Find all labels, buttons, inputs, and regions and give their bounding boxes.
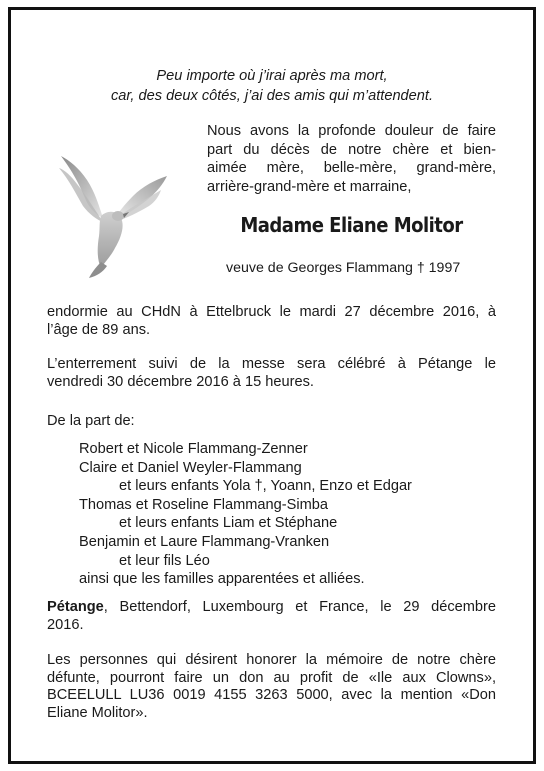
widow-of-line: veuve de Georges Flammang † 1997	[226, 260, 461, 276]
epigraph-line: Peu importe où j’irai après ma mort,	[156, 68, 388, 84]
death-notice-paragraph	[47, 304, 496, 339]
paragraph-line: Les personnes qui désirent honorer la mémoire de notre chère	[47, 652, 496, 668]
paragraph-line: BCEELULL LU36 0019 4155 3263 5000, avec la mention «Don	[47, 687, 496, 703]
paragraph-line: vendredi 30 décembre 2016 à 15 heures.	[47, 373, 314, 390]
family-member: et leurs enfants Yola †, Yoann, Enzo et Edgar	[119, 478, 412, 495]
family-member: et leurs enfants Liam et Stéphane	[119, 515, 338, 532]
on-behalf-label: De la part de:	[47, 413, 135, 429]
paragraph-line: 2016.	[47, 616, 84, 633]
family-member: Claire et Daniel Weyler-Flammang	[79, 459, 302, 476]
intro-line: Nous avons la profonde douleur de faire	[207, 123, 496, 139]
deceased-name: Madame Eliane Molitor	[240, 213, 463, 237]
family-list	[79, 440, 499, 589]
paragraph-line: défunte, pourront faire un don au profit de «Ile aux Clowns»,	[47, 669, 496, 686]
epigraph-line: car, des deux côtés, j’ai des amis qui m’attendent.	[110, 88, 434, 104]
intro-announcement	[207, 122, 496, 196]
paragraph-line: Eliane Molitor».	[47, 704, 148, 721]
paragraph-line	[47, 599, 496, 617]
intro-line: part du décès de notre chère et bien-	[207, 141, 496, 158]
paragraph-line: l’âge de 89 ans.	[47, 321, 151, 338]
place-date-rest: , Bettendorf, Luxembourg et France, le 29 décembre	[103, 599, 496, 615]
donation-paragraph	[47, 652, 496, 722]
family-member: Thomas et Roseline Flammang-Simba	[79, 496, 328, 513]
place-name: Pétange	[47, 599, 104, 615]
intro-line: arrière-grand-mère et marraine,	[207, 178, 412, 195]
paragraph-line: L’enterrement suivi de la messe sera célébré à Pétange le	[47, 356, 496, 372]
funeral-paragraph	[47, 356, 496, 391]
intro-line: aimée mère, belle-mère, grand-mère,	[207, 160, 496, 177]
family-member: Robert et Nicole Flammang-Zenner	[79, 441, 308, 457]
family-member: et leur fils Léo	[119, 552, 210, 569]
family-member: Benjamin et Laure Flammang-Vranken	[79, 533, 330, 550]
paragraph-line: endormie au CHdN à Ettelbruck le mardi 27 décembre 2016, à	[47, 304, 496, 320]
epigraph	[20, 66, 524, 106]
dove-icon	[55, 150, 173, 280]
place-date-paragraph	[47, 599, 496, 634]
family-member: ainsi que les familles apparentées et alliées.	[79, 571, 365, 588]
